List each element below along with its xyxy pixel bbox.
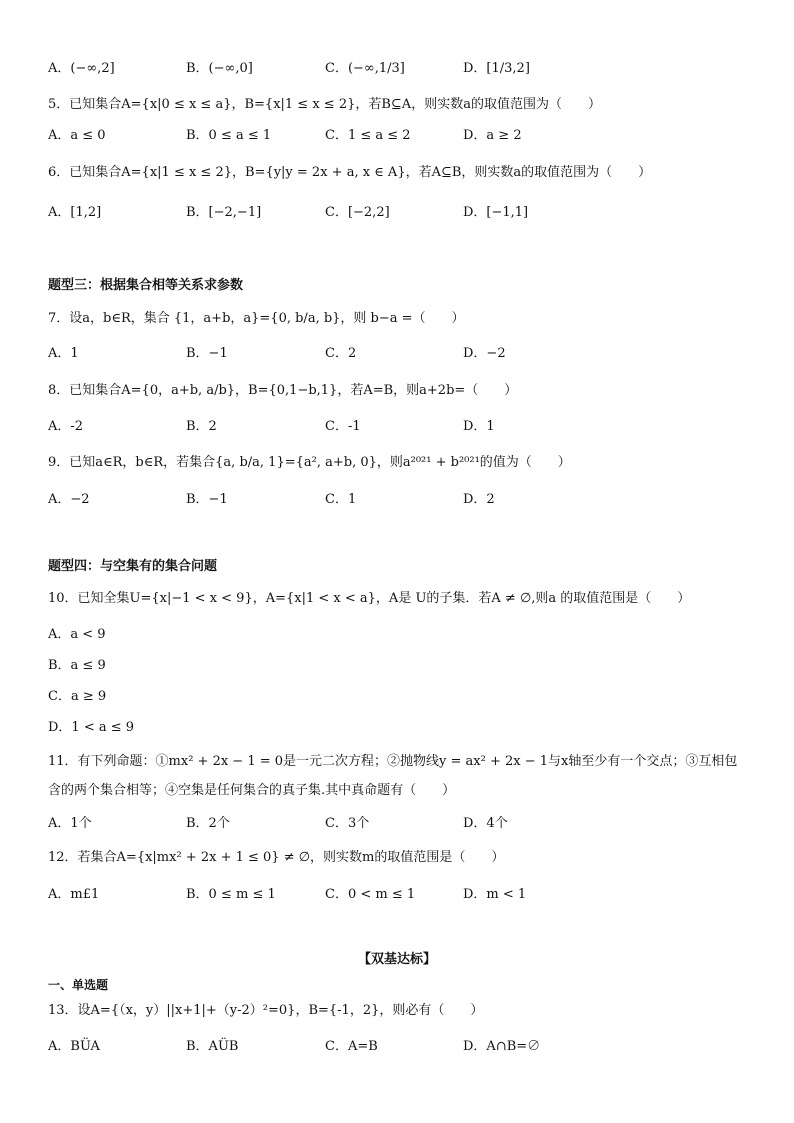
q5-options	[48, 126, 748, 146]
q5-option-c: C．1 ≤ a ≤ 2	[325, 128, 411, 143]
q13-option-a: A．BÜA	[48, 1039, 100, 1054]
q5-stem: 5．已知集合A={x|0 ≤ x ≤ a}，B={x|1 ≤ x ≤ 2}，若B⊆A，则实数a的取值范围为（ ）	[48, 97, 601, 112]
q7-stem: 7．设a，b∈R，集合 {1，a+b，a}={0, b/a, b}，则 b−a =（ ）	[48, 311, 465, 326]
q13-option-c: C．A=B	[325, 1039, 378, 1054]
q11-option-c: C．3个	[325, 816, 370, 831]
q8-option-a: A．-2	[48, 419, 84, 434]
q8-options	[48, 417, 748, 437]
q4-option-b: B．(−∞,0]	[186, 61, 253, 76]
section-title: 【双基达标】	[357, 952, 436, 967]
q7-option-c: C．2	[325, 346, 357, 361]
q10-option-a: A．a < 9	[48, 627, 106, 642]
q8-option-c: C．-1	[325, 419, 361, 434]
q12-option-b: B．0 ≤ m ≤ 1	[186, 887, 276, 902]
q6-option-d: D．[−1,1]	[463, 205, 529, 220]
q9-options	[48, 490, 748, 510]
q10-option-b: B．a ≤ 9	[48, 658, 106, 673]
q11-stem-line2: 含的两个集合相等；④空集是任何集合的真子集.其中真命题有（ ）	[48, 783, 456, 798]
q4-options	[48, 59, 748, 79]
q8-option-d: D．1	[463, 419, 495, 434]
q9-option-d: D．2	[463, 492, 495, 507]
q6-option-c: C．[−2,2]	[325, 205, 390, 220]
subsection-title: 一、单选题	[48, 978, 109, 992]
q6-stem: 6．已知集合A={x|1 ≤ x ≤ 2}，B={y|y = 2x + a, x ∈ A}，若A⊆B，则实数a的取值范围为（ ）	[48, 165, 652, 180]
q12-stem: 12．若集合A={x|mx² + 2x + 1 ≤ 0} ≠ ∅，则实数m的取值范围是（ ）	[48, 850, 505, 865]
q7-option-d: D．−2	[463, 346, 506, 361]
q4-option-c: C．(−∞,1/3]	[325, 61, 405, 76]
q7-option-a: A．1	[48, 346, 79, 361]
q9-option-a: A．−2	[48, 492, 90, 507]
q8-option-b: B．2	[186, 419, 217, 434]
q9-stem: 9．已知a∈R，b∈R，若集合{a, b/a, 1}={a², a+b, 0}，则a²⁰²¹ + b²⁰²¹的值为（ ）	[48, 455, 571, 470]
q11-stem-line1: 11．有下列命题：①mx² + 2x − 1 = 0是一元二次方程；②抛物线y = ax² + 2x − 1与x轴至少有一个交点；③互相包	[48, 754, 738, 769]
q6-option-a: A．[1,2]	[48, 205, 102, 220]
q13-stem: 13．设A={（x，y）||x+1|+（y-2）²=0}，B={-1，2}，则必有（ ）	[48, 1003, 484, 1018]
q5-option-a: A．a ≤ 0	[48, 128, 106, 143]
q4-option-a: A．(−∞,2]	[48, 61, 115, 76]
q4-option-d: D．[1/3,2]	[463, 61, 530, 76]
q10-option-d: D．1 < a ≤ 9	[48, 720, 135, 735]
q7-option-b: B．−1	[186, 346, 228, 361]
q11-option-a: A．1个	[48, 816, 92, 831]
q11-option-b: B．2个	[186, 816, 230, 831]
q12-option-c: C．0 < m ≤ 1	[325, 887, 416, 902]
q10-stem: 10．已知全集U={x|−1 < x < 9}，A={x|1 < x < a}，A是 U的子集．若A ≠ ∅,则a 的取值范围是（ ）	[48, 591, 691, 606]
q9-option-c: C．1	[325, 492, 357, 507]
q7-options	[48, 344, 748, 364]
q5-option-d: D．a ≥ 2	[463, 128, 522, 143]
q6-options	[48, 203, 748, 223]
q12-option-d: D．m < 1	[463, 887, 527, 902]
q13-options	[48, 1037, 748, 1057]
q12-options	[48, 885, 748, 905]
q8-stem: 8．已知集合A={0，a+b, a/b}，B={0,1−b,1}，若A=B，则a+2b=（ ）	[48, 383, 518, 398]
section3-heading: 题型三：根据集合相等关系求参数	[48, 278, 244, 293]
q13-option-b: B．AÜB	[186, 1039, 239, 1054]
q5-option-b: B．0 ≤ a ≤ 1	[186, 128, 272, 143]
q10-option-c: C．a ≥ 9	[48, 689, 107, 704]
section4-heading: 题型四：与空集有的集合问题	[48, 559, 218, 574]
q11-options	[48, 814, 748, 834]
q6-option-b: B．[−2,−1]	[186, 205, 262, 220]
q9-option-b: B．−1	[186, 492, 228, 507]
q11-option-d: D．4个	[463, 816, 508, 831]
q13-option-d: D．A∩B=∅	[463, 1039, 541, 1054]
q12-option-a: A．m£1	[48, 887, 100, 902]
